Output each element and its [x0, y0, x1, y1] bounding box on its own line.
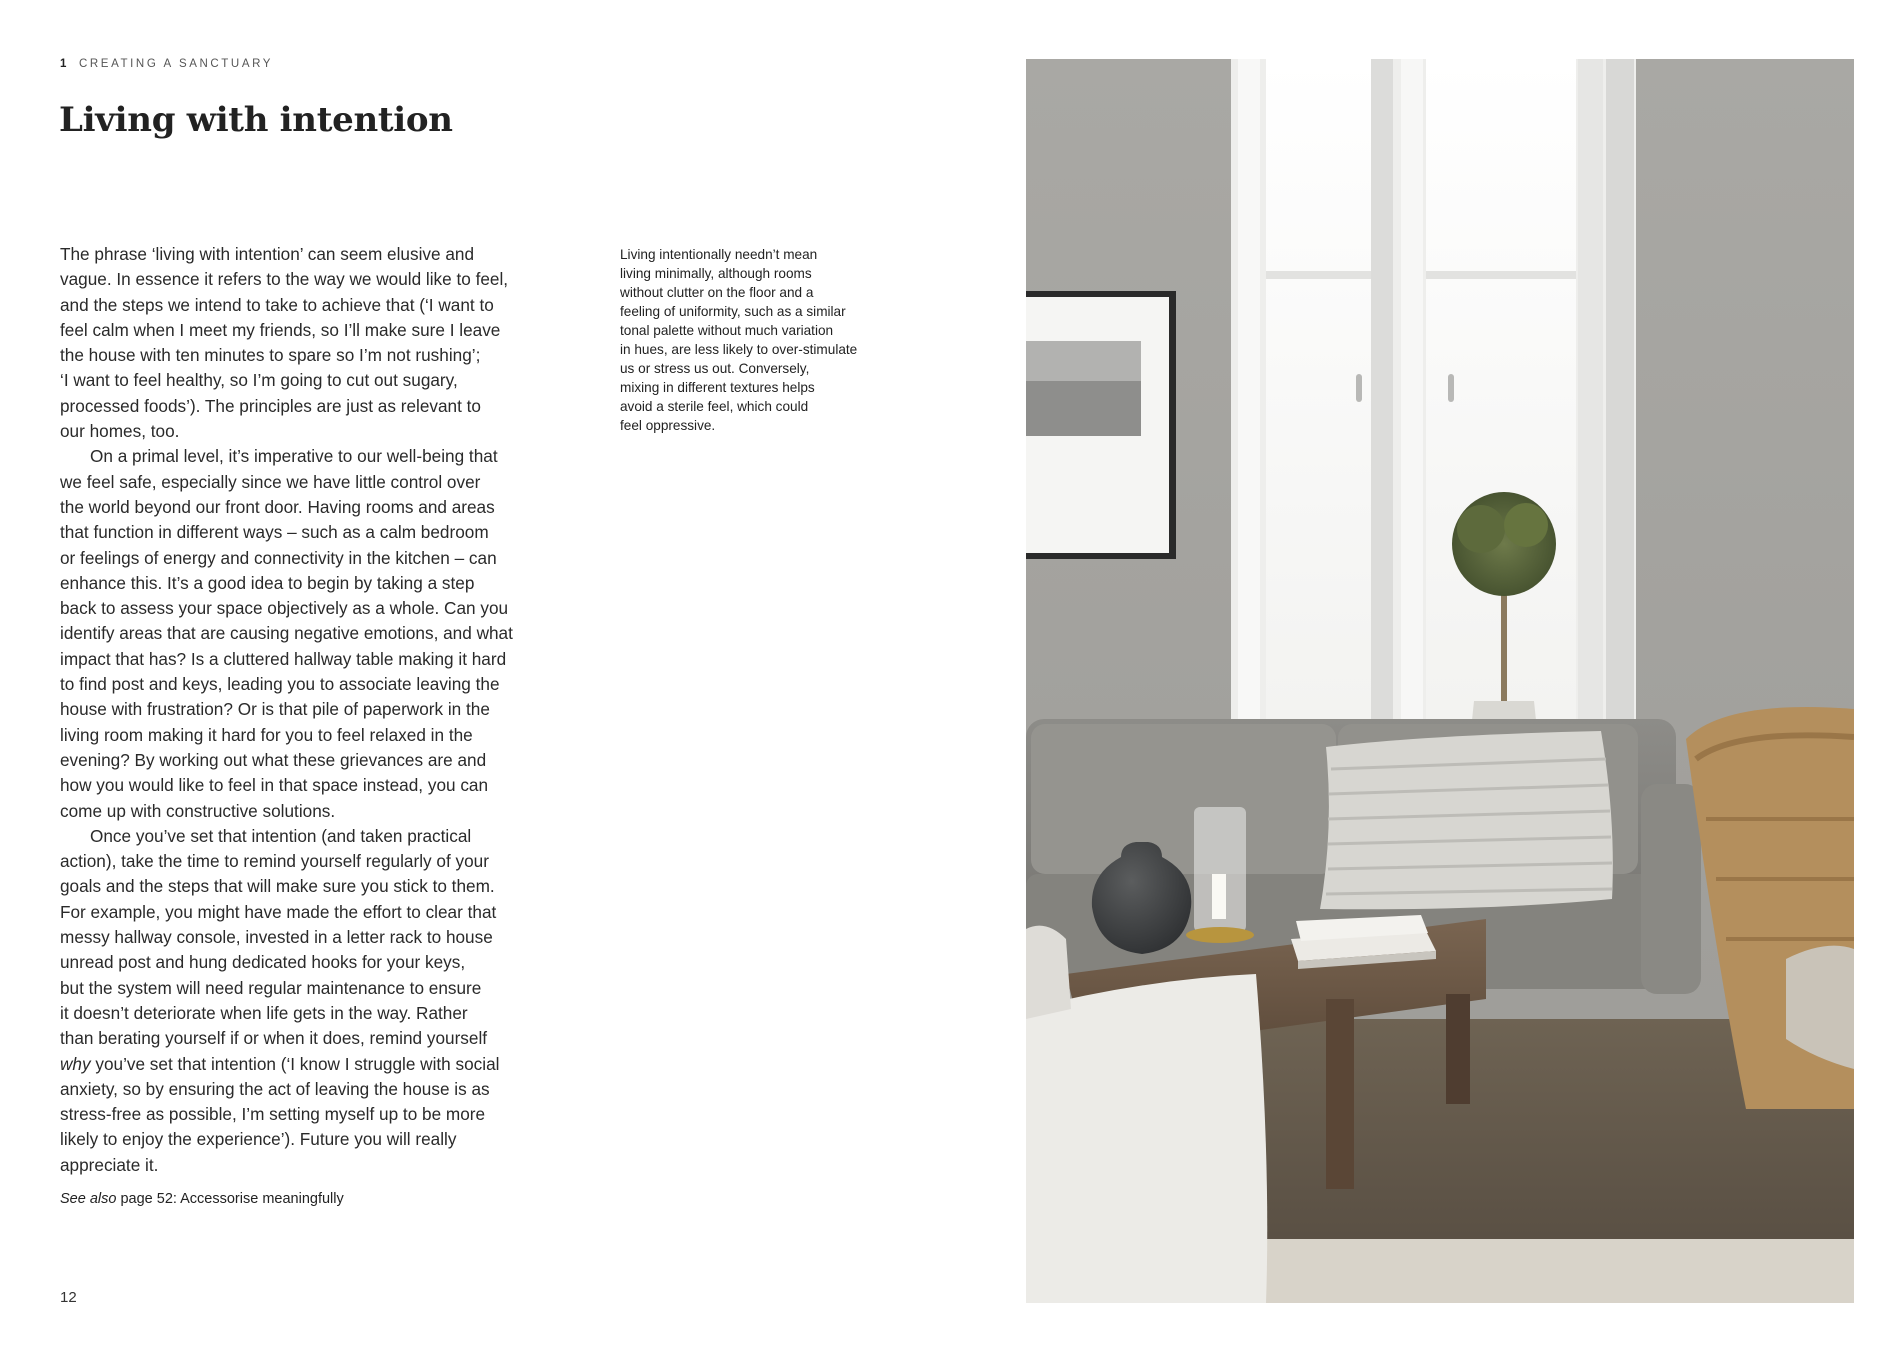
body-line: you’ve set that intention (‘I know I struggle with social [90, 1053, 500, 1074]
photo-caption [620, 245, 900, 435]
body-line: appreciate it. [60, 1154, 159, 1175]
body-line: identify areas that are causing negative emotions, and what [60, 623, 513, 644]
paragraph-3 [60, 824, 550, 1178]
caption-line: living minimally, although rooms [620, 266, 812, 281]
caption-line: avoid a sterile feel, which could [620, 399, 809, 414]
body-line: the world beyond our front door. Having rooms and areas [60, 496, 495, 517]
body-line: living room making it hard for you to feel relaxed in the [60, 724, 473, 745]
window [1226, 59, 1646, 759]
body-line: and the steps we intend to take to achieve that (‘I want to [60, 294, 494, 315]
caption-line: Living intentionally needn’t mean [620, 247, 818, 262]
living-room-photo [1026, 59, 1854, 1303]
body-line: it doesn’t deteriorate when life gets in the way. Rather [60, 1002, 468, 1023]
see-also-reference [60, 1191, 344, 1207]
page-title: Living with intention [59, 100, 453, 140]
body-text [60, 242, 550, 1178]
body-line: how you would like to feel in that space instead, you can [60, 775, 489, 796]
body-line: or feelings of energy and connectivity in the kitchen – can [60, 547, 497, 568]
running-head [60, 58, 273, 70]
body-line: unread post and hung dedicated hooks for your keys, [60, 952, 466, 973]
body-line: our homes, too. [60, 421, 180, 442]
chapter-number: 1 [60, 58, 69, 70]
glass-hurricane [1186, 807, 1254, 943]
paragraph-2 [60, 444, 550, 823]
striped-cushion [1320, 731, 1613, 909]
body-line: goals and the steps that will make sure you stick to them. [60, 876, 495, 897]
body-line: ‘I want to feel healthy, so I’m going to cut out sugary, [60, 370, 458, 391]
caption-line: tonal palette without much variation [620, 323, 834, 338]
body-line: processed foods’). The principles are just as relevant to [60, 395, 481, 416]
body-line: back to assess your space objectively as a whole. Can you [60, 598, 509, 619]
body-line: feel calm when I meet my friends, so I’ll make sure I leave [60, 319, 501, 340]
italic-emphasis: why [60, 1053, 91, 1074]
caption-line: in hues, are less likely to over-stimulate [620, 342, 858, 357]
caption-line: feeling of uniformity, such as a similar [620, 304, 846, 319]
body-line: For example, you might have made the effort to clear that [60, 901, 497, 922]
caption-line: feel oppressive. [620, 418, 716, 433]
body-line: Once you’ve set that intention (and taken practical [90, 825, 472, 846]
body-line: that function in different ways – such as a calm bedroom [60, 522, 489, 543]
body-line: but the system will need regular maintenance to ensure [60, 977, 482, 998]
body-line: messy hallway console, invested in a letter rack to house [60, 927, 493, 948]
body-line: house with frustration? Or is that pile of paperwork in the [60, 699, 490, 720]
chapter-title: CREATING A SANCTUARY [79, 58, 274, 70]
body-line: come up with constructive solutions. [60, 800, 336, 821]
body-line: impact that has? Is a cluttered hallway table making it hard [60, 648, 507, 669]
paragraph-1 [60, 242, 550, 444]
body-line: stress-free as possible, I’m setting myself up to be more [60, 1104, 486, 1125]
body-line: than berating yourself if or when it does, remind yourself [60, 1028, 488, 1049]
caption-line: without clutter on the floor and a [620, 285, 814, 300]
body-line: On a primal level, it’s imperative to our well-being that [90, 446, 498, 467]
body-line: action), take the time to remind yourself regularly of your [60, 851, 489, 872]
body-line: to find post and keys, leading you to associate leaving the [60, 674, 500, 695]
body-line: enhance this. It’s a good idea to begin by taking a step [60, 572, 475, 593]
body-line: The phrase ‘living with intention’ can seem elusive and [60, 244, 475, 264]
caption-line: us or stress us out. Conversely, [620, 361, 810, 376]
caption-line: mixing in different textures helps [620, 380, 815, 395]
see-also-text: page 52: Accessorise meaningfully [116, 1191, 344, 1207]
body-line: anxiety, so by ensuring the act of leaving the house is as [60, 1078, 490, 1099]
see-also-label: See also [60, 1191, 117, 1207]
body-line: likely to enjoy the experience’). Future you will really [60, 1129, 457, 1150]
body-line: vague. In essence it refers to the way we would like to feel, [60, 269, 509, 290]
body-line: we feel safe, especially since we have little control over [60, 471, 481, 492]
framed-artwork [1026, 291, 1176, 559]
body-line: evening? By working out what these grievances are and [60, 749, 487, 770]
body-line: the house with ten minutes to spare so I’m not rushing’; [60, 345, 481, 366]
page-number: 12 [60, 1289, 77, 1306]
